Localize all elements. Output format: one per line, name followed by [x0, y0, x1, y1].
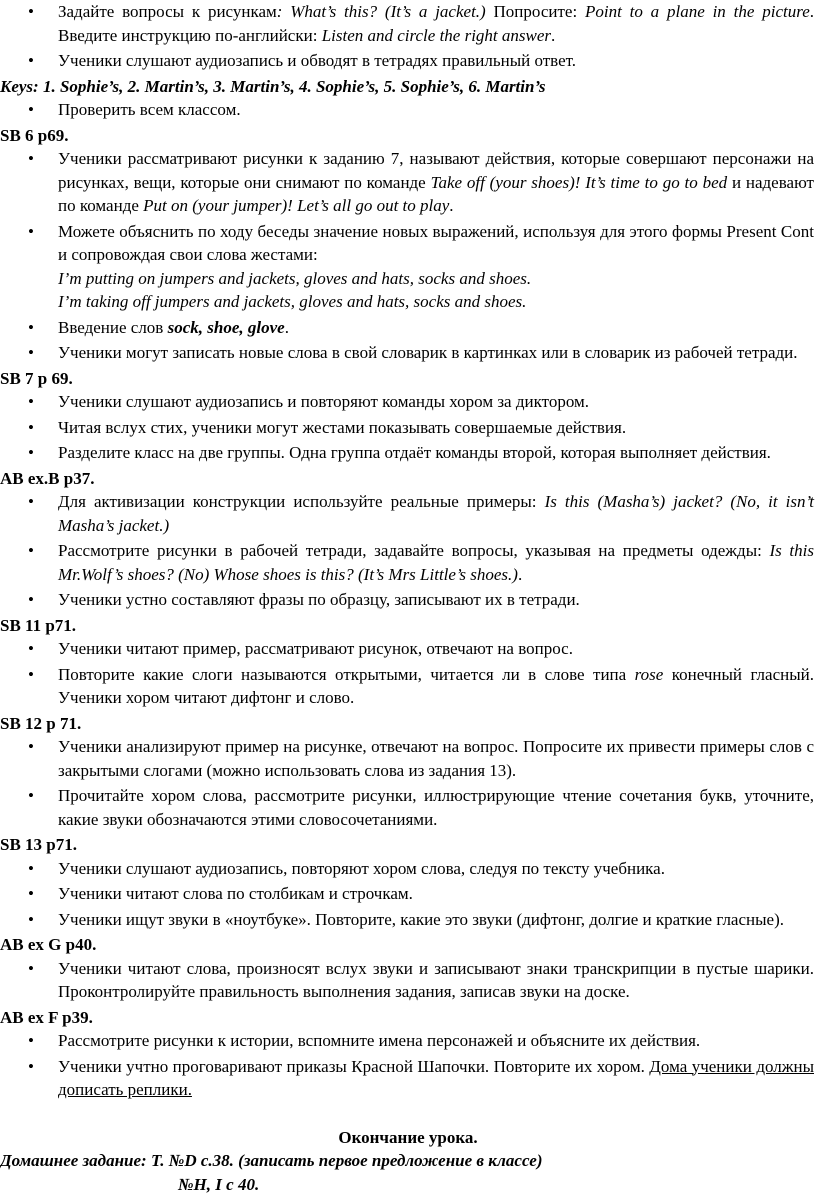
- example-line: I’m taking off jumpers and jackets, gloves and hats, socks and shoes.: [58, 292, 527, 311]
- abf-list: [0, 1029, 816, 1102]
- list-item: [0, 316, 816, 340]
- item-text: .: [551, 25, 556, 45]
- item-text: . Введите инструкцию по-английски:: [58, 2, 814, 45]
- homework-line-2: №H, I c 40.: [178, 1174, 260, 1194]
- item-italic: Put on (your jumper)! Let’s all go out to play: [143, 196, 450, 215]
- list-item: • Ученики читают слова, произносят вслух звуки и записывают знаки транскрипции в пустые шарики. Проконтролируйте правильность выполнения задания, записав звуки на доске.: [0, 957, 816, 1004]
- item-text: Проверить всем классом.: [58, 100, 241, 119]
- sb11-list: [0, 637, 816, 710]
- check-list: [0, 98, 816, 122]
- section-heading-sb6: SB 6 p69.: [0, 125, 69, 145]
- section-heading-sb13: SB 13 p71.: [0, 835, 77, 854]
- list-item: • Ученики слушают аудиозапись и повторяют команды хором за диктором.: [0, 390, 816, 414]
- item-text: конечный гласный. Ученики хором читают дифтонг и слово.: [58, 664, 814, 707]
- list-item: • Читая вслух стих, ученики могут жестами показывать совершаемые действия.: [0, 416, 816, 440]
- item-text: Попросите:: [485, 2, 585, 21]
- section-heading-abb: AB ex.B p37.: [0, 468, 95, 488]
- list-item: [0, 490, 816, 537]
- list-item: [0, 220, 816, 314]
- spacer: [0, 1104, 816, 1126]
- item-italic: Point to a plane in the picture: [584, 2, 810, 21]
- item-text: Для активизации конструкции используйте реальные примеры:: [58, 492, 545, 511]
- item-italic: rose: [634, 664, 664, 684]
- section-heading-abg: AB ex G p40.: [0, 935, 97, 954]
- item-text: .: [517, 564, 523, 584]
- section-heading-sb7: SB 7 p 69.: [0, 368, 73, 388]
- item-italic: : What’s this? (It’s a jacket.): [276, 2, 486, 21]
- sb13-list: [0, 857, 816, 932]
- list-item: [0, 663, 816, 710]
- item-text: Ученики слушают аудиозапись и обводят в тетрадях правильный ответ.: [58, 51, 577, 70]
- sb6-list: [0, 147, 816, 365]
- item-text: .: [449, 196, 454, 215]
- sb12-list: [0, 735, 816, 831]
- item-italic: Take off (your shoes)! It’s time to go to bed: [430, 172, 728, 192]
- list-item: [0, 539, 816, 586]
- abb-list: [0, 490, 816, 612]
- list-item: • Ученики ищут звуки в «ноутбуке». Повторите, какие это звуки (дифтонг, долгие и краткие гласные).: [0, 908, 816, 932]
- section-heading-sb12: SB 12 p 71.: [0, 713, 82, 733]
- item-text: Рассмотрите рисунки в рабочей тетради, задавайте вопросы, указывая на предметы одежды:: [58, 541, 770, 560]
- item-text: .: [284, 317, 289, 337]
- homework-line: Домашнее задание: Т. №D c.38. (записать первое предложение в классе): [0, 1151, 543, 1170]
- list-item: • Ученики анализируют пример на рисунке, отвечают на вопрос. Попросите их привести примеры слов с закрытыми слогами (можно использовать слова из задания 13).: [0, 735, 816, 782]
- item-text: Ученики могут записать новые слова в свой словарик в картинках или в словарик из рабочей тетради.: [58, 343, 798, 362]
- abg-list: [0, 957, 816, 1004]
- lesson-end-title: Окончание урока.: [338, 1127, 478, 1147]
- list-item: • Разделите класс на две группы. Одна группа отдаёт команды второй, которая выполняет действия.: [0, 441, 816, 465]
- item-text: Ученики рассматривают рисунки к заданию 7, называют действия, которые совершают персонажи на рисунках, вещи, которые они снимают по команде: [58, 149, 814, 192]
- item-text: Ученики учтно проговаривают приказы Красной Шапочки. Повторите их хором.: [58, 1056, 650, 1076]
- section-heading-sb11: SB 11 p71.: [0, 615, 77, 635]
- list-item: • Рассмотрите рисунки к истории, вспомните имена персонажей и объясните их действия.: [0, 1029, 816, 1053]
- example-line: I’m putting on jumpers and jackets, gloves and hats, socks and shoes.: [58, 268, 532, 288]
- list-item: • Прочитайте хором слова, рассмотрите рисунки, иллюстрирующие чтение сочетания букв, уточните, какие звуки обозначаются этими словосочетаниями.: [0, 784, 816, 831]
- list-item: • Ученики читают пример, рассматривают рисунок, отвечают на вопрос.: [0, 637, 816, 661]
- sb7-list: [0, 390, 816, 465]
- list-item: • Ученики слушают аудиозапись, повторяют хором слова, следуя по тексту учебника.: [0, 857, 816, 881]
- item-text: и надевают по команде: [58, 172, 814, 215]
- item-text: Можете объяснить по ходу беседы значение новых выражений, используя для этого формы Present Cont и сопровождая свои слова жестами:: [58, 221, 814, 264]
- list-item: [0, 341, 816, 365]
- list-item: [0, 0, 816, 47]
- list-item: [0, 49, 816, 73]
- homework-note: Дома ученики должны дописать реплики.: [58, 1056, 814, 1099]
- list-item: [0, 1055, 816, 1102]
- list-item: [0, 147, 816, 218]
- new-words: sock, shoe, glove: [167, 317, 285, 337]
- item-text: Задайте вопросы к рисункам: [58, 2, 277, 21]
- list-item: [0, 98, 816, 122]
- item-italic: Is this (Masha’s) jacket? (No, it isn’t Masha’s jacket.): [58, 492, 814, 535]
- item-italic: Is this Mr.Wolf’s shoes? (No) Whose shoes is this? (It’s Mrs Little’s shoes.): [58, 541, 814, 584]
- intro-list: [0, 0, 816, 73]
- item-text: Введение слов: [58, 317, 168, 337]
- item-text: Повторите какие слоги называются открытыми, читается ли в слове типа: [58, 664, 635, 684]
- list-item: • Ученики устно составляют фразы по образцу, записывают их в тетради.: [0, 588, 816, 612]
- answer-keys: Keys: 1. Sophie’s, 2. Martin’s, 3. Martin’s, 4. Sophie’s, 5. Sophie’s, 6. Martin’s: [0, 76, 546, 96]
- item-italic: Listen and circle the right answer: [321, 25, 552, 45]
- section-heading-abf: AB ex F p39.: [0, 1007, 93, 1027]
- list-item: • Ученики читают слова по столбикам и строчкам.: [0, 882, 816, 906]
